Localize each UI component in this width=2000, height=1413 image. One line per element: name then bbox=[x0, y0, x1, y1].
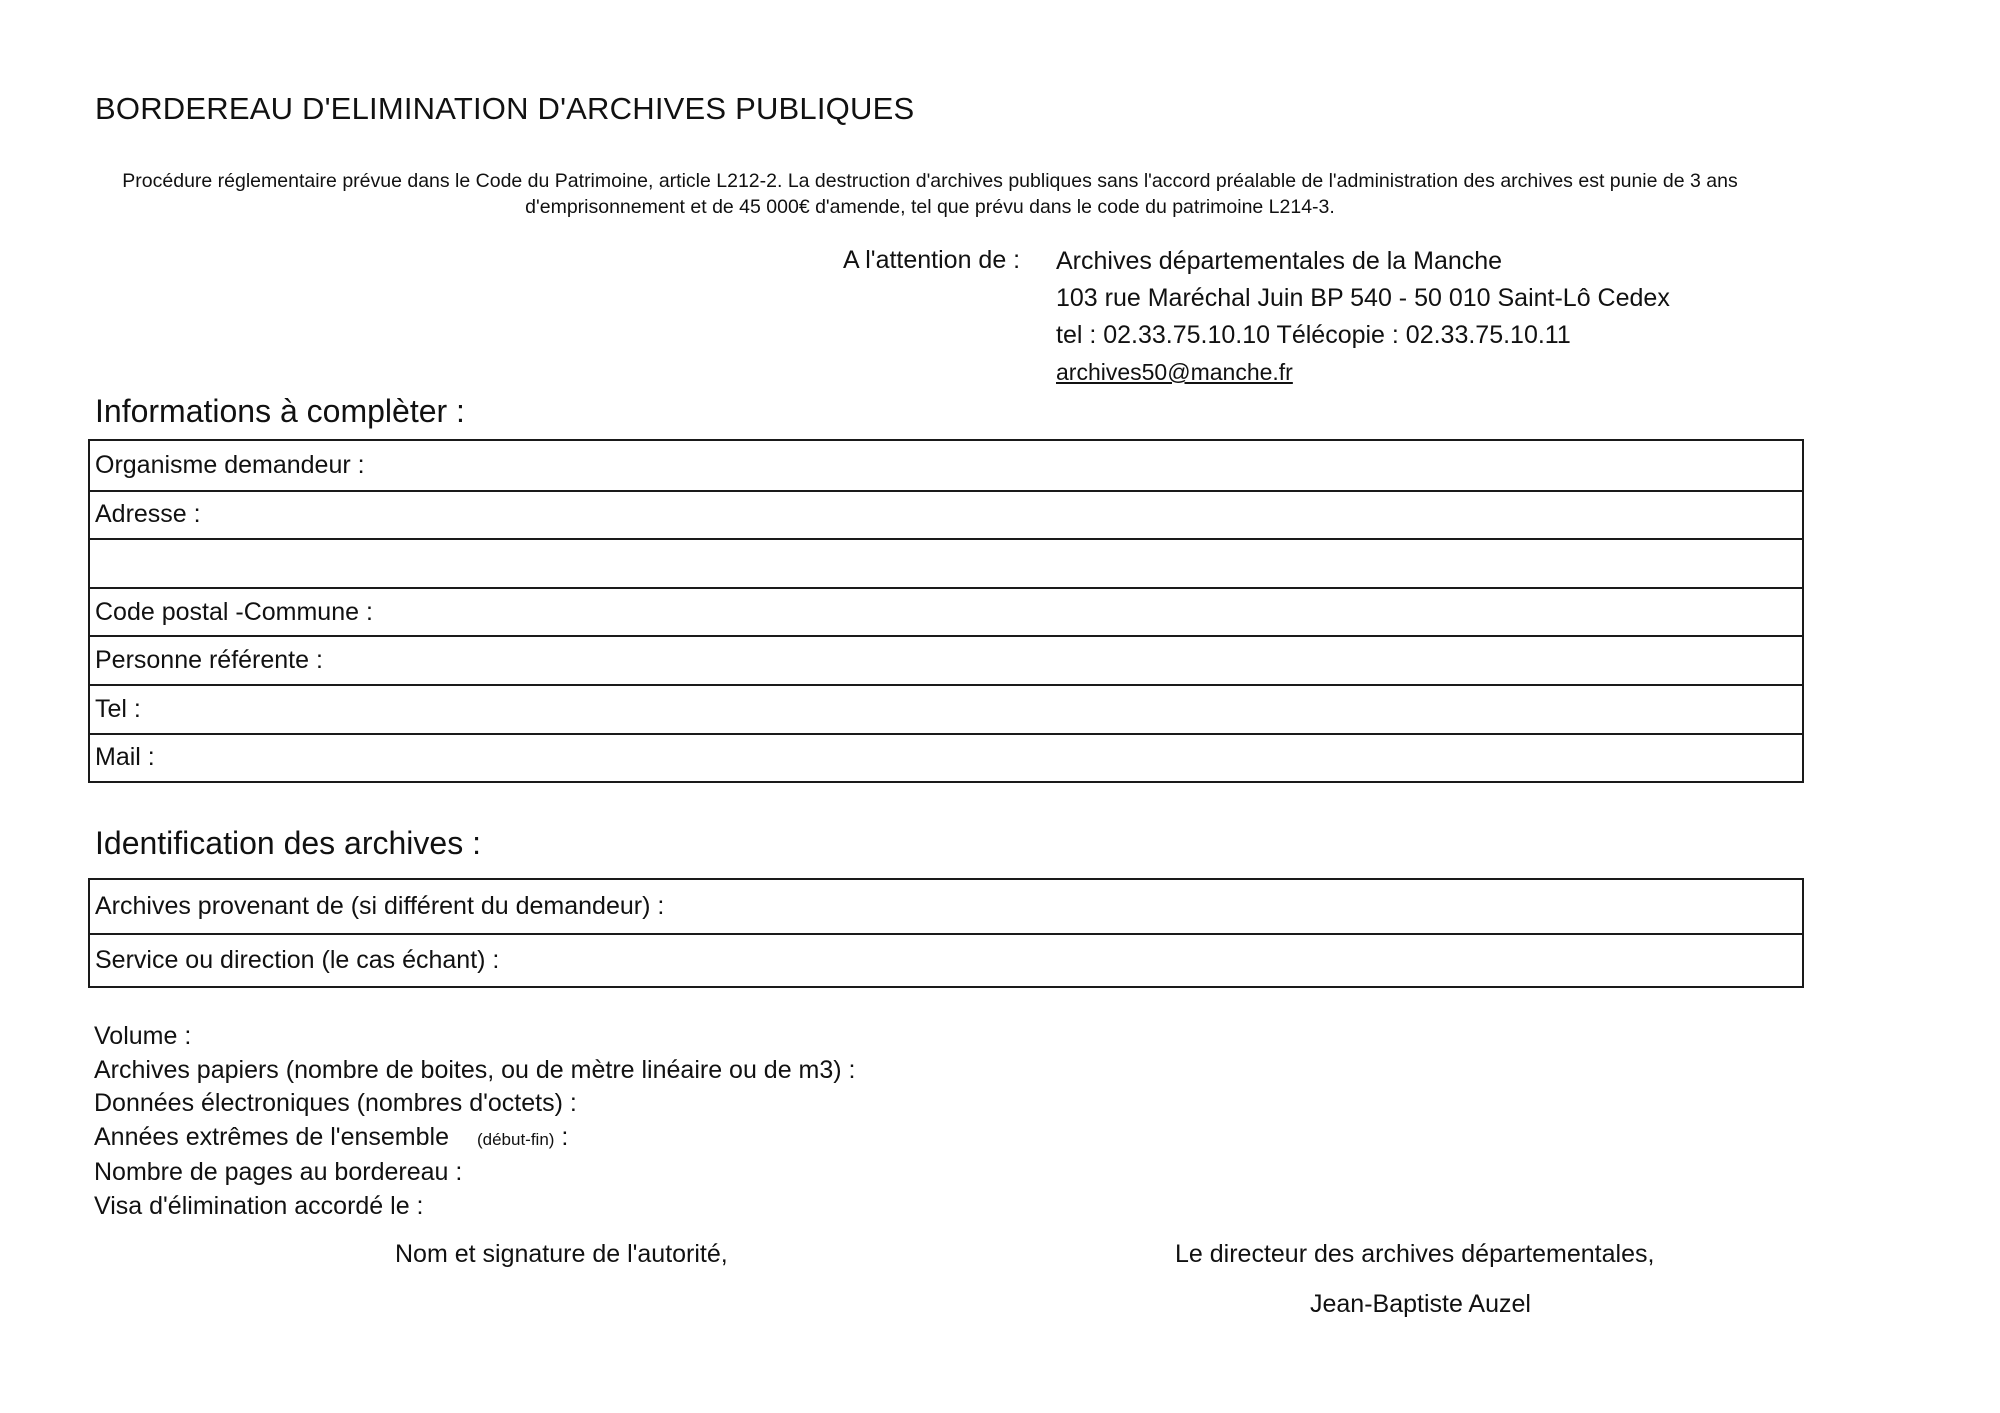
recipient-block bbox=[1056, 243, 1670, 391]
recipient-phone: tel : 02.33.75.10.10 Télécopie : 02.33.75.10.11 bbox=[1056, 321, 1571, 349]
field-adresse-line-2[interactable] bbox=[90, 538, 1802, 587]
visa-label: Visa d'élimination accordé le : bbox=[94, 1191, 424, 1220]
field-label: Organisme demandeur : bbox=[95, 450, 365, 479]
legal-notice: Procédure réglementaire prévue dans le Code du Patrimoine, article L212-2. La destruction d'archives publiques sans l'accord préalable de l'administration des archives est punie de 3 ans d'emprisonnement et de 45 000€ d'amende, tel que prévu dans le code du patrimoine L214-3. bbox=[122, 170, 1738, 218]
field-label: Tel : bbox=[95, 694, 141, 723]
director-name: Jean-Baptiste Auzel bbox=[1310, 1290, 1531, 1318]
field-label: Mail : bbox=[95, 743, 155, 772]
info-section-heading: Informations à complèter : bbox=[95, 393, 465, 429]
recipient-email-link[interactable]: archives50@manche.fr bbox=[1056, 359, 1293, 385]
field-label: Adresse : bbox=[95, 500, 201, 529]
recipient-address: 103 rue Maréchal Juin BP 540 - 50 010 Saint-Lô Cedex bbox=[1056, 284, 1670, 312]
director-title: Le directeur des archives départementales, bbox=[1175, 1240, 1655, 1268]
extreme-years-label: Années extrêmes de l'ensemble bbox=[94, 1122, 449, 1151]
extreme-years-hint: (début-fin) bbox=[476, 1129, 555, 1149]
authority-signature-label: Nom et signature de l'autorité, bbox=[395, 1240, 728, 1268]
field-tel[interactable] bbox=[90, 684, 1802, 733]
volume-label: Volume : bbox=[94, 1022, 192, 1050]
recipient-name: Archives départementales de la Manche bbox=[1056, 247, 1503, 275]
field-label: Service ou direction (le cas échant) : bbox=[95, 946, 500, 974]
field-mail[interactable] bbox=[90, 733, 1802, 782]
document-title: BORDEREAU D'ELIMINATION D'ARCHIVES PUBLIQUES bbox=[95, 91, 915, 126]
field-organisme-demandeur[interactable] bbox=[90, 441, 1802, 490]
field-service-direction[interactable] bbox=[90, 933, 1802, 986]
field-label: Code postal -Commune : bbox=[95, 597, 373, 626]
field-label: Archives provenant de (si différent du demandeur) : bbox=[95, 892, 665, 920]
field-archives-provenant[interactable] bbox=[90, 880, 1802, 933]
extreme-years-colon: : bbox=[554, 1122, 569, 1151]
field-adresse[interactable] bbox=[90, 490, 1802, 539]
field-personne-referente[interactable] bbox=[90, 635, 1802, 684]
field-label: Personne référente : bbox=[95, 646, 323, 675]
electronic-data-label: Données électroniques (nombres d'octets) : bbox=[94, 1089, 577, 1118]
extreme-years-line bbox=[94, 1121, 856, 1157]
page-count-label: Nombre de pages au bordereau : bbox=[94, 1158, 463, 1187]
ident-form-table bbox=[88, 878, 1804, 988]
recipient-label: A l'attention de : bbox=[843, 246, 1021, 274]
field-code-postal-commune[interactable] bbox=[90, 587, 1802, 636]
paper-archives-label: Archives papiers (nombre de boites, ou de mètre linéaire ou de m3) : bbox=[94, 1055, 856, 1084]
ident-section-heading: Identification des archives : bbox=[95, 825, 481, 861]
info-form-table bbox=[88, 439, 1804, 783]
volume-section bbox=[94, 1020, 856, 1224]
